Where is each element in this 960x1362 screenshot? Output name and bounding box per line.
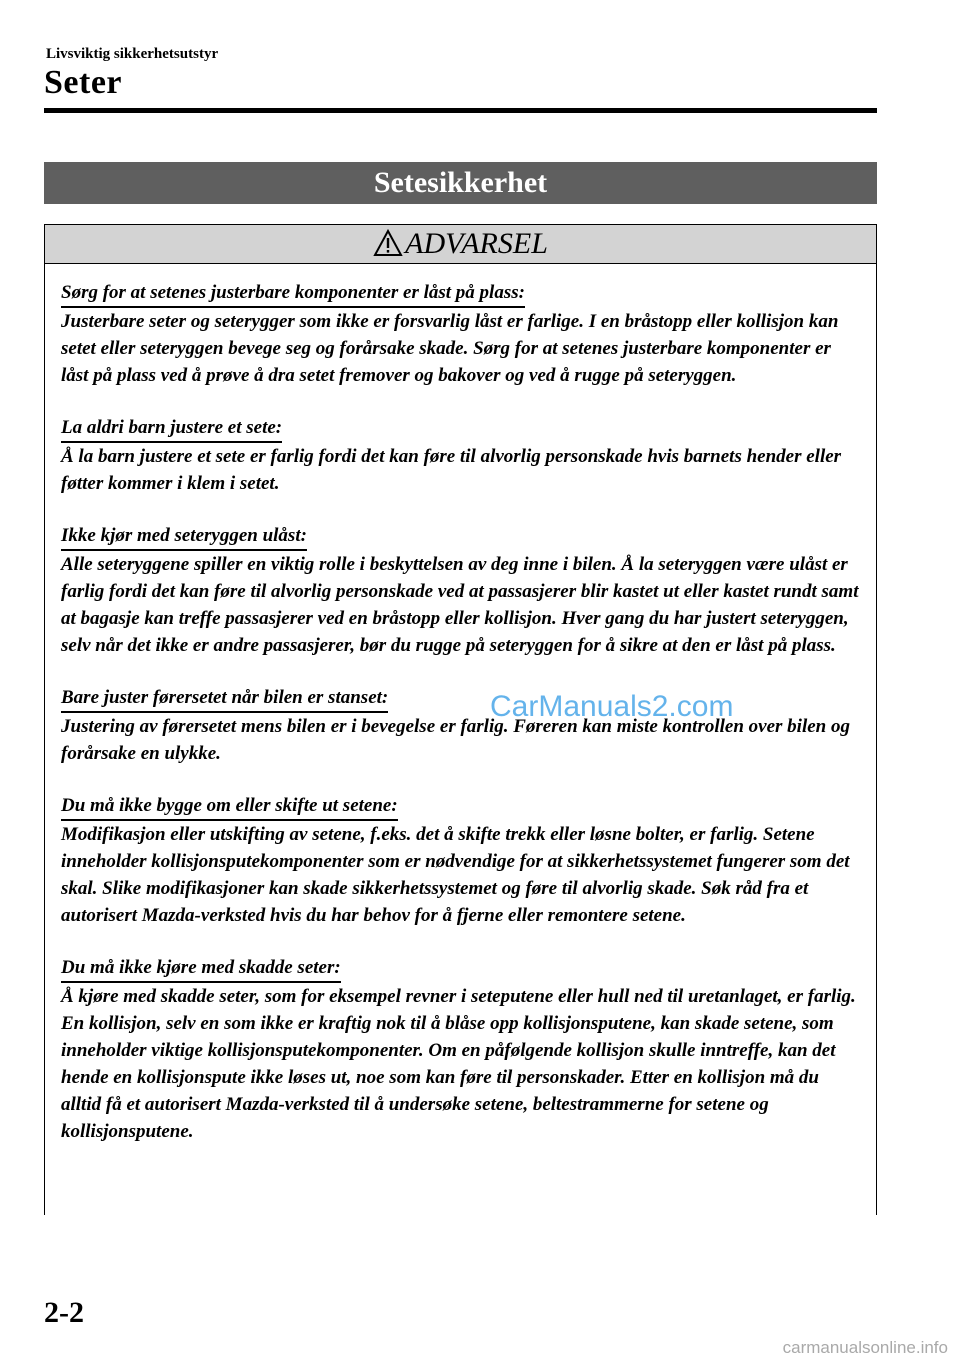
warning-item-text: Justerbare seter og seterygger som ikke er forsvarlig låst er farlige. I en bråstopp eller kollisjon kan setet eller seteryggen bevege seg og forårsake skade. Sørg for at setenes justerbare komponenter er låst på plass ved å prøve å dra setet fremover og bakover og ved å rugge på seteryggen.	[61, 311, 839, 386]
page-number: 2-2	[44, 1296, 84, 1329]
warning-item-text: Alle seteryggene spiller en viktig rolle i beskyttelsen av deg inne i bilen. Å la seteryggen være ulåst er farlig fordi det kan føre til alvorlig personskade ved at passasjerer blir kastet ut eller kastet rundt samt at bagasje kan treffe passasjerer ved en bråstopp eller kollisjon. Hver gang du har justert seteryggen, selv når det ikke er andre passasjerer, bør du rugge på seteryggen for å sikre at den er låst på plass.	[61, 554, 859, 656]
watermark-text: CarManuals2.com	[490, 690, 734, 723]
warning-header	[45, 225, 876, 264]
warning-item-heading: Bare juster førersetet når bilen er stanset:	[61, 685, 388, 713]
footer-watermark: carmanualsonline.info	[782, 1338, 948, 1357]
warning-box	[44, 224, 877, 1215]
warning-item-heading: La aldri barn justere et sete:	[61, 415, 282, 443]
warning-item	[61, 415, 862, 497]
warning-item-heading: Ikke kjør med seteryggen ulåst:	[61, 523, 307, 551]
warning-item	[61, 523, 862, 659]
warning-item	[61, 280, 862, 389]
warning-item-text: Å kjøre med skadde seter, som for eksempel revner i seteputene eller hull ned til uretanlaget, er farlig. En kollisjon, selv en som ikke er kraftig nok til å blåse opp kollisjonsputene, kan skade setene, som inneholder viktige kollisjonsputekomponenter. Om en påfølgende kollisjon skulle inntreffe, kan det hende en kollisjonspute ikke løses ut, noe som kan føre til personskader. Etter en kollisjon må du alltid få et autorisert Mazda-verksted til å undersøke setene, beltestrammerne for setene og kollisjonsputene.	[61, 986, 856, 1142]
warning-triangle-icon	[373, 229, 403, 257]
warning-item-text: Justering av førersetet mens bilen er i bevegelse er farlig. Føreren kan miste kontrollen over bilen og forårsake en ulykke.	[61, 716, 850, 764]
warning-item-text: Å la barn justere et sete er farlig fordi det kan føre til alvorlig personskade hvis barnets hender eller føtter kommer i klem i setet.	[61, 446, 842, 494]
warning-item-text: Modifikasjon eller utskifting av setene, f.eks. det å skifte trekk eller løsne bolter, er farlig. Setene inneholder kollisjonsputekomponenter som er nødvendige for at sikkerhetssystemet fungerer som det skal. Slike modifikasjoner kan skade sikkerhetssystemet og føre til alvorlig skade. Søk råd fra et autorisert Mazda-verksted hvis du har behov for å fjerne eller remontere setene.	[61, 824, 850, 926]
warning-item	[61, 685, 862, 767]
warning-item-heading: Du må ikke bygge om eller skifte ut setene:	[61, 793, 398, 821]
breadcrumb: Livsviktig sikkerhetsutstyr	[46, 46, 219, 62]
warning-body	[45, 264, 876, 1145]
warning-item-heading: Du må ikke kjøre med skadde seter:	[61, 955, 341, 983]
warning-item-heading: Sørg for at setenes justerbare komponenter er låst på plass:	[61, 280, 525, 308]
section-banner: Setesikkerhet	[44, 162, 877, 204]
title-divider	[44, 108, 877, 113]
warning-item	[61, 793, 862, 929]
page-title: Seter	[44, 64, 123, 101]
warning-item	[61, 955, 862, 1145]
warning-label: ADVARSEL	[405, 227, 548, 260]
